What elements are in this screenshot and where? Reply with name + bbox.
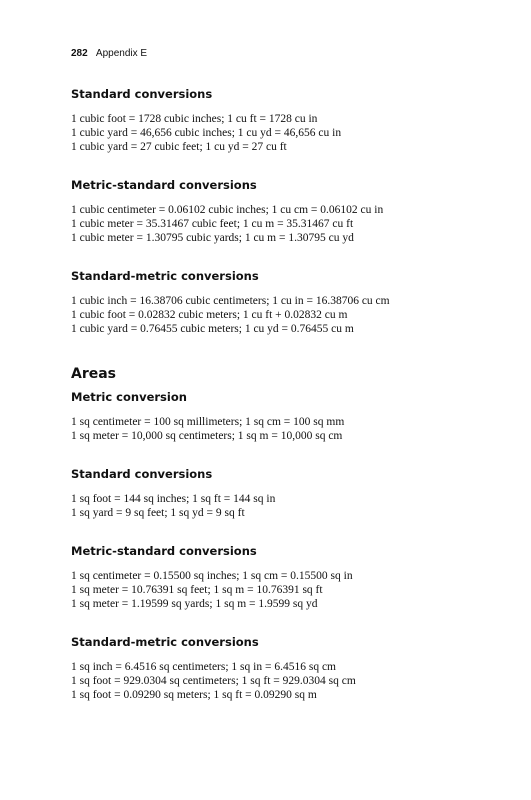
conversion-line: 1 cubic meter = 1.30795 cubic yards; 1 cu m = 1.30795 cu yd (71, 232, 354, 244)
areas-metric-standard-conversions (71, 544, 491, 611)
conversion-line: 1 sq meter = 10.76391 sq feet; 1 sq m = 10.76391 sq ft (71, 584, 323, 596)
subsection-title: Standard-metric conversions (71, 269, 259, 283)
conversion-line: 1 cubic foot = 1728 cubic inches; 1 cu ft = 1728 cu in (71, 113, 318, 125)
volume-metric-standard-conversions (71, 178, 491, 245)
volume-standard-conversions (71, 87, 491, 154)
conversion-line: 1 cubic yard = 27 cubic feet; 1 cu yd = 27 cu ft (71, 141, 287, 153)
conversion-line: 1 cubic foot = 0.02832 cubic meters; 1 cu ft + 0.02832 cu m (71, 309, 348, 321)
page-number: 282 (71, 48, 88, 59)
conversion-line: 1 sq foot = 0.09290 sq meters; 1 sq ft = 0.09290 sq m (71, 689, 317, 701)
section-title-areas: Areas (71, 366, 117, 382)
subsection-title: Standard conversions (71, 467, 213, 481)
areas-standard-metric-conversions (71, 635, 491, 702)
book-page (71, 48, 491, 726)
conversion-line: 1 cubic centimeter = 0.06102 cubic inches; 1 cu cm = 0.06102 cu in (71, 204, 384, 216)
subsection-title: Metric conversion (71, 390, 187, 404)
conversion-line: 1 sq centimeter = 0.15500 sq inches; 1 sq cm = 0.15500 sq in (71, 570, 353, 582)
conversion-line: 1 sq foot = 929.0304 sq centimeters; 1 sq ft = 929.0304 sq cm (71, 675, 356, 687)
conversion-line: 1 sq centimeter = 100 sq millimeters; 1 sq cm = 100 sq mm (71, 416, 345, 428)
areas-standard-conversions (71, 467, 491, 520)
volume-standard-metric-conversions (71, 269, 491, 336)
conversion-line: 1 cubic yard = 46,656 cubic inches; 1 cu yd = 46,656 cu in (71, 127, 342, 139)
conversion-line: 1 sq yard = 9 sq feet; 1 sq yd = 9 sq ft (71, 507, 245, 519)
conversion-line: 1 sq meter = 10,000 sq centimeters; 1 sq m = 10,000 sq cm (71, 430, 343, 442)
subsection-title: Standard-metric conversions (71, 635, 259, 649)
subsection-title: Metric-standard conversions (71, 544, 257, 558)
conversion-line: 1 cubic yard = 0.76455 cubic meters; 1 cu yd = 0.76455 cu m (71, 323, 354, 335)
subsection-title: Standard conversions (71, 87, 213, 101)
conversion-line: 1 sq foot = 144 sq inches; 1 sq ft = 144 sq in (71, 493, 276, 505)
areas-metric-conversion (71, 390, 491, 443)
running-header (71, 48, 491, 62)
conversion-line: 1 cubic meter = 35.31467 cubic feet; 1 cu m = 35.31467 cu ft (71, 218, 354, 230)
conversion-line: 1 sq inch = 6.4516 sq centimeters; 1 sq in = 6.4516 sq cm (71, 661, 336, 673)
conversion-line: 1 sq meter = 1.19599 sq yards; 1 sq m = 1.9599 sq yd (71, 598, 318, 610)
conversion-line: 1 cubic inch = 16.38706 cubic centimeters; 1 cu in = 16.38706 cu cm (71, 295, 390, 307)
subsection-title: Metric-standard conversions (71, 178, 257, 192)
running-title: Appendix E (95, 48, 148, 59)
